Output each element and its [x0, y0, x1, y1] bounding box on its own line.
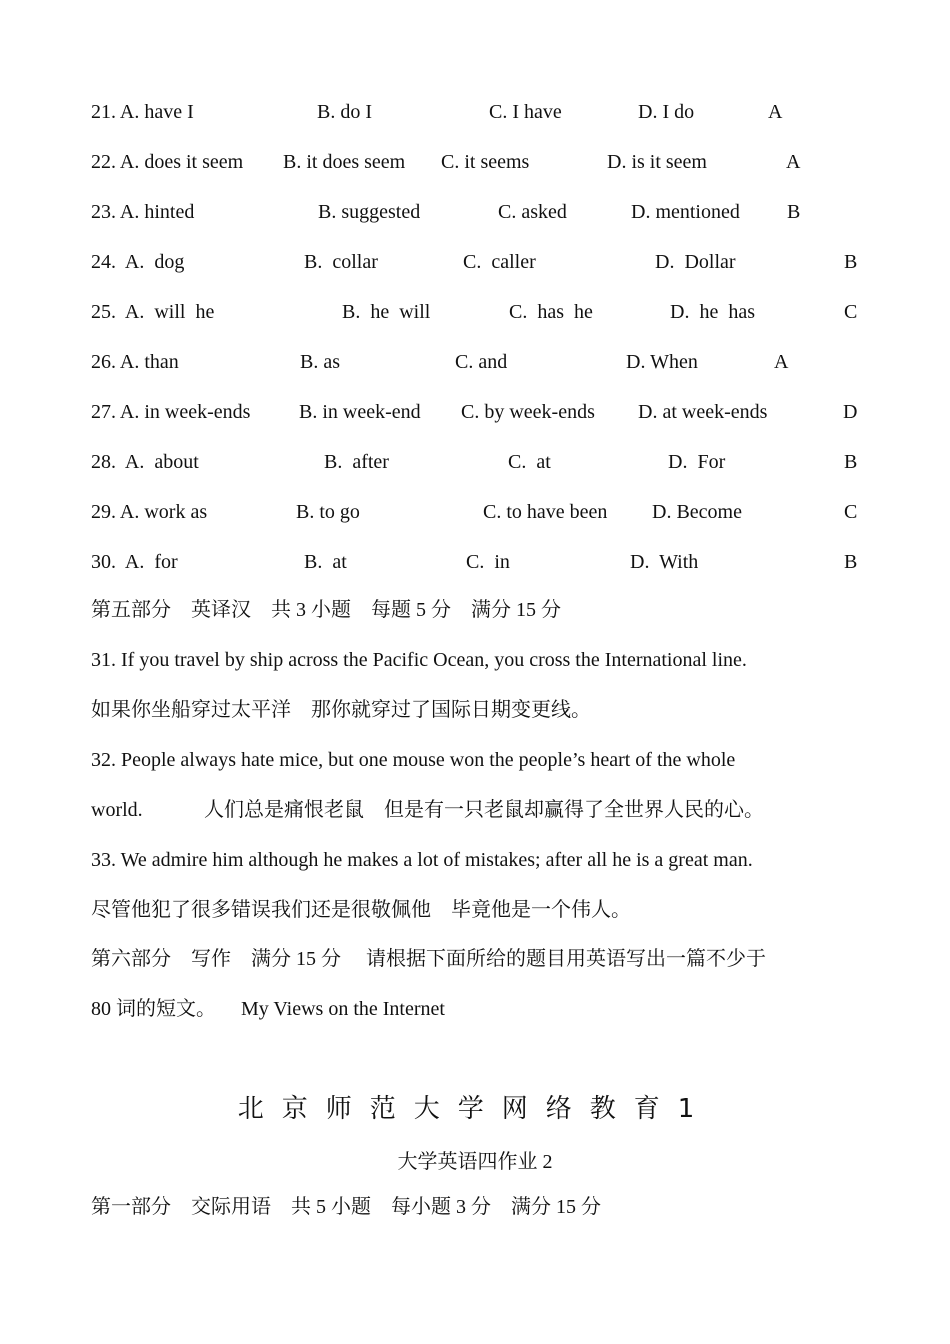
option-b: B. suggested: [318, 201, 421, 223]
option-b: B. after: [324, 451, 389, 473]
option-c: C. it seems: [441, 151, 530, 173]
essay-topic: My Views on the Internet: [241, 998, 445, 1020]
answer: A: [774, 351, 789, 373]
option-a: 26. A. than: [91, 351, 179, 373]
option-c: C. caller: [463, 251, 536, 273]
option-c: C. I have: [489, 101, 562, 123]
answer: B: [787, 201, 801, 223]
option-b: B. it does seem: [283, 151, 406, 173]
question-row: [91, 300, 871, 324]
option-c: C. has he: [509, 301, 593, 323]
option-a: 24. A. dog: [91, 251, 185, 273]
question-row: [91, 250, 871, 274]
option-c: C. to have been: [483, 501, 608, 523]
option-a: 29. A. work as: [91, 501, 208, 523]
option-c: C. in: [466, 551, 510, 573]
option-a: 30. A. for: [91, 551, 178, 573]
answer: C: [844, 501, 858, 523]
option-b: B. he will: [342, 301, 431, 323]
option-d: D. Become: [652, 501, 742, 523]
document-title: 北京师范大学网络教育1: [237, 1094, 713, 1124]
option-d: D. With: [630, 551, 699, 573]
answer: B: [844, 551, 858, 573]
translation-zh: 尽管他犯了很多错误我们还是很敬佩他 毕竟他是一个伟人。: [91, 899, 631, 921]
question-row: [91, 100, 871, 124]
option-a: 27. A. in week-ends: [91, 401, 251, 423]
option-b: B. in week-end: [299, 401, 421, 423]
option-d: D. For: [668, 451, 726, 473]
question-row: [91, 500, 871, 524]
answer: B: [844, 251, 858, 273]
answer: A: [768, 101, 783, 123]
translation-en: 31. If you travel by ship across the Pacific Ocean, you cross the International line.: [91, 649, 747, 671]
option-d: D. at week-ends: [638, 401, 768, 423]
answer: A: [786, 151, 801, 173]
option-a: 21. A. have I: [91, 101, 194, 123]
question-row: [91, 400, 871, 424]
option-d: D. Dollar: [655, 251, 736, 273]
translation-en-cont: world.: [91, 799, 143, 821]
answer: D: [843, 401, 858, 423]
option-d: D. is it seem: [607, 151, 707, 173]
question-row: [91, 550, 871, 574]
document-subtitle: 大学英语四作业 2: [397, 1151, 553, 1173]
section1-heading: 第一部分 交际用语 共 5 小题 每小题 3 分 满分 15 分: [91, 1196, 601, 1218]
option-a: 25. A. will he: [91, 301, 215, 323]
option-c: C. at: [508, 451, 551, 473]
option-a: 22. A. does it seem: [91, 151, 244, 173]
translation-en: 32. People always hate mice, but one mouse won the people’s heart of the whole: [91, 749, 736, 771]
option-b: B. collar: [304, 251, 378, 273]
section6-instruction: 80 词的短文。: [91, 998, 216, 1020]
option-d: D. he has: [670, 301, 755, 323]
answer: B: [844, 451, 858, 473]
section5-heading: 第五部分 英译汉 共 3 小题 每题 5 分 满分 15 分: [91, 599, 561, 621]
answer: C: [844, 301, 858, 323]
option-c: C. by week-ends: [461, 401, 595, 423]
option-a: 23. A. hinted: [91, 201, 195, 223]
translation-zh: 如果你坐船穿过太平洋 那你就穿过了国际日期变更线。: [91, 699, 591, 721]
option-d: D. When: [626, 351, 698, 373]
question-row: [91, 350, 871, 374]
option-b: B. as: [300, 351, 340, 373]
option-b: B. at: [304, 551, 347, 573]
option-c: C. asked: [498, 201, 567, 223]
option-d: D. I do: [638, 101, 695, 123]
question-row: [91, 450, 871, 474]
option-b: B. do I: [317, 101, 372, 123]
option-b: B. to go: [296, 501, 360, 523]
option-a: 28. A. about: [91, 451, 199, 473]
translation-en: 33. We admire him although he makes a lot of mistakes; after all he is a great man.: [91, 849, 753, 871]
option-c: C. and: [455, 351, 508, 373]
option-d: D. mentioned: [631, 201, 740, 223]
question-row: [91, 200, 871, 224]
question-row: [91, 150, 871, 174]
translation-zh: 人们总是痛恨老鼠 但是有一只老鼠却赢得了全世界人民的心。: [204, 799, 764, 821]
section6-heading: 第六部分 写作 满分 15 分 请根据下面所给的题目用英语写出一篇不少于: [91, 948, 766, 970]
